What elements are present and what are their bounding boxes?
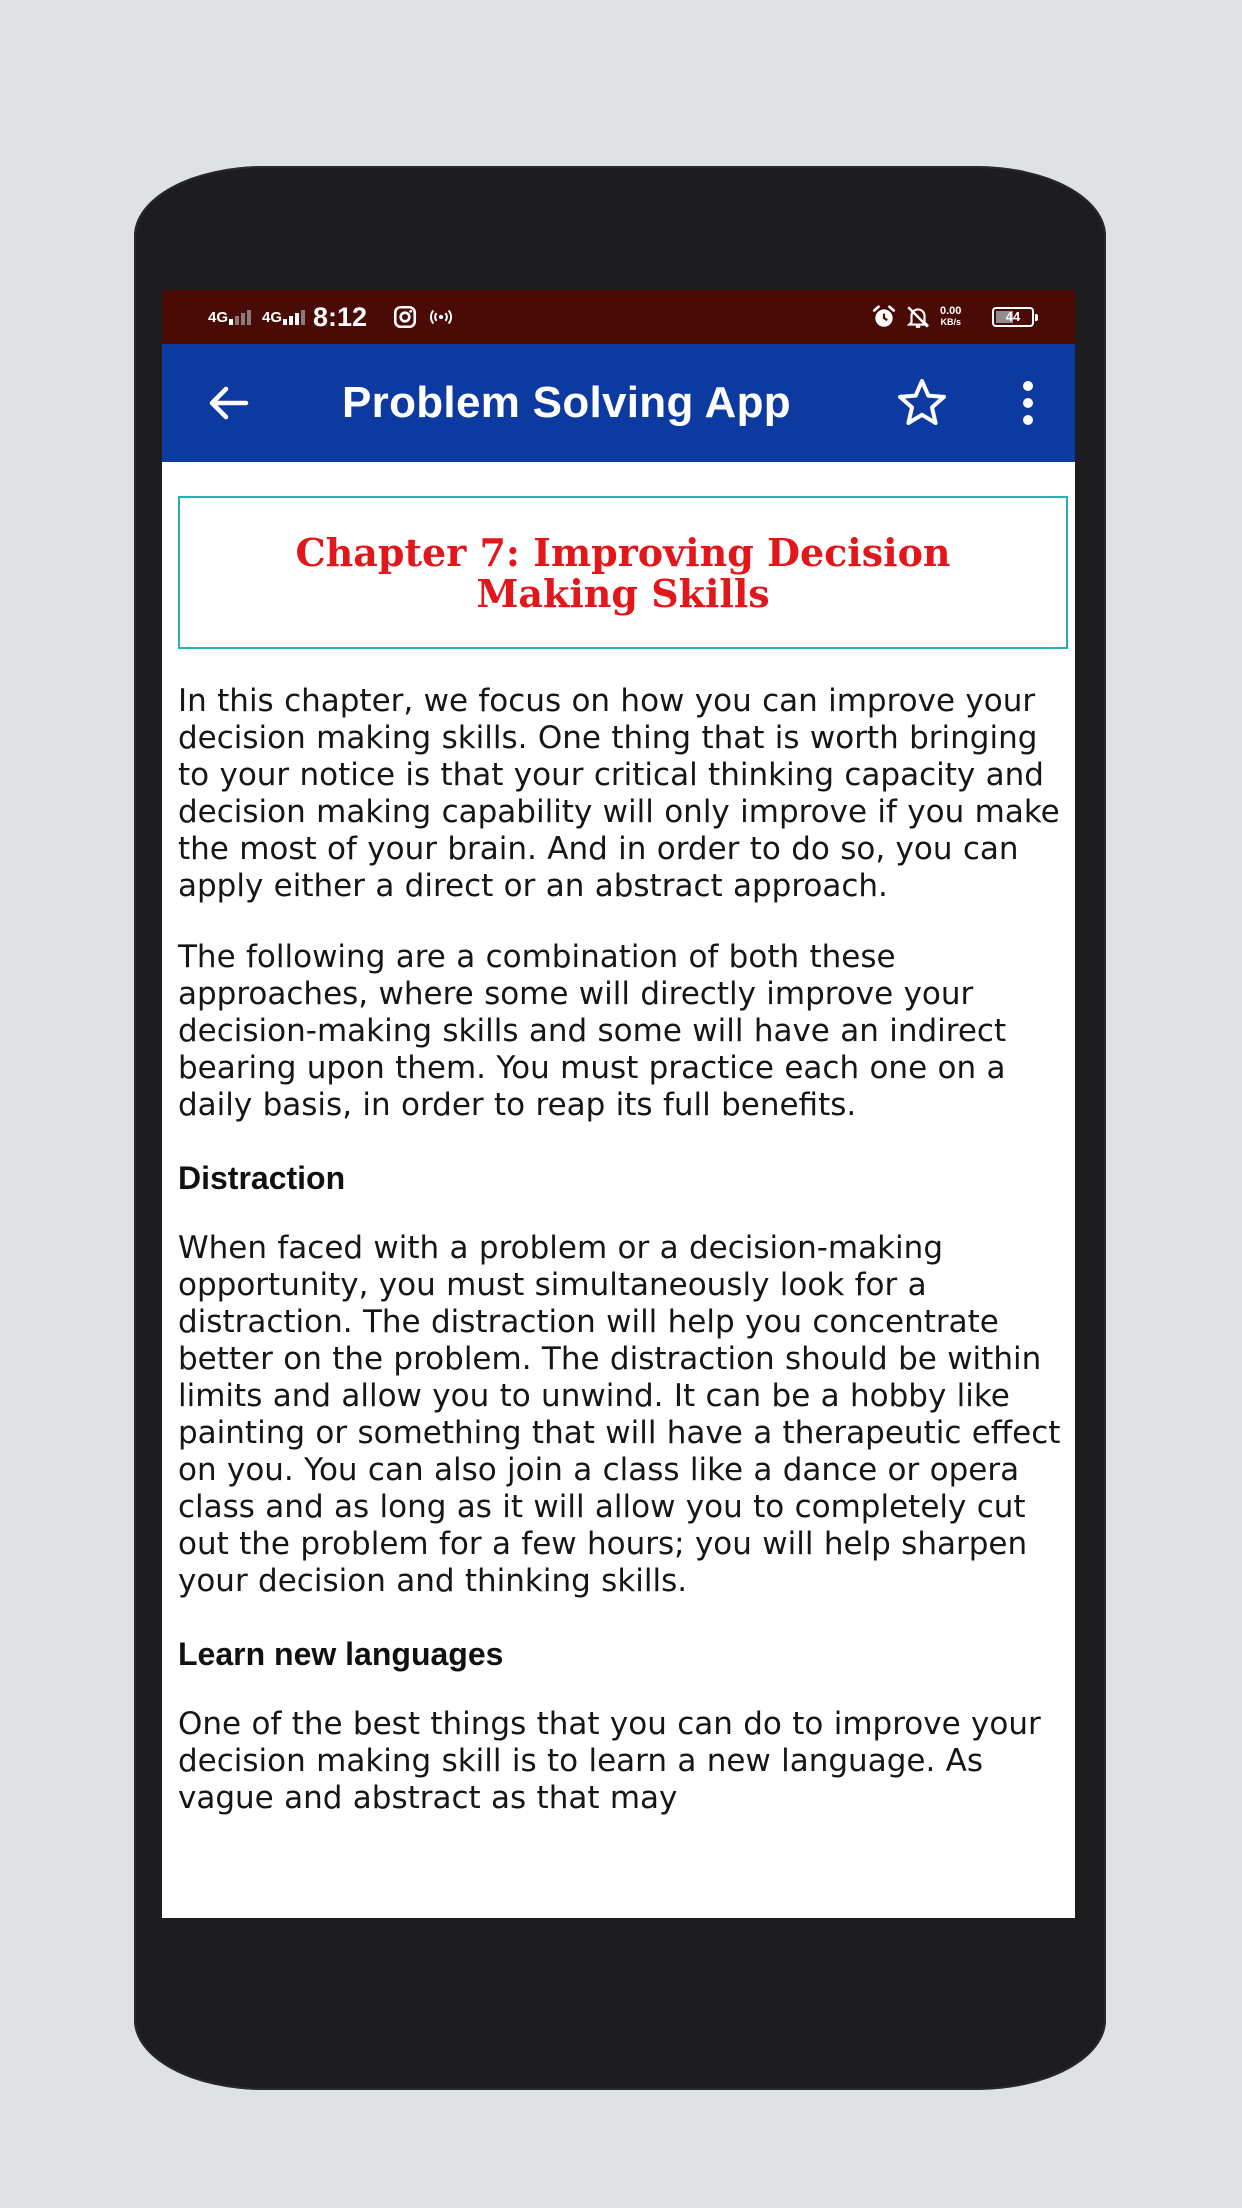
section-heading-distraction: Distraction (178, 1160, 346, 1196)
app-title: Problem Solving App (342, 378, 791, 427)
hotspot-icon (428, 290, 454, 344)
clock (313, 290, 367, 344)
intro-paragraph: In this chapter, we focus on how you can improve your decision making skills. One thing that is worth bringing to your notice is that your critical thinking capacity and decision making capability will only improve if you make the most of your brain. And in order to do so, you can apply either a direct or an abstract approach. (178, 683, 1060, 904)
network-type-label: 4G (208, 308, 229, 326)
battery-icon (992, 290, 1034, 344)
second-paragraph: The following are a combination of both these approaches, where some will directly improve your decision-making skills and some will have an indirect bearing upon them. You must practice each one on a daily basis, in order to reap its full benefits. (178, 939, 1007, 1123)
network-indicator-2 (262, 290, 307, 344)
network-speed-unit: KB/s (940, 317, 961, 327)
battery-level: 44 (1005, 309, 1021, 324)
more-vert-icon[interactable] (1020, 380, 1036, 426)
signal-icon (229, 310, 253, 325)
app-bar (162, 344, 1075, 462)
instagram-icon (392, 290, 418, 344)
network-type-label: 4G (262, 308, 283, 326)
section-body-distraction: When faced with a problem or a decision-making opportunity, you must simultaneously look for a distraction. The distraction will help you concentrate better on the problem. The distraction should be within limits and allow you to unwind. It can be a hobby like painting or something that will have a therapeutic effect on you. You can also join a class like a dance or opera class and as long as it will allow you to completely cut out the problem for a few hours; you will help sharpen your decision and thinking skills. (178, 1230, 1061, 1599)
alarm-icon (871, 290, 897, 344)
article-content (178, 496, 1071, 1817)
chapter-title-box (178, 496, 1068, 649)
chapter-title: Chapter 7: Improving Decision Making Skills (295, 529, 951, 616)
network-speed (940, 290, 961, 344)
phone-screen (162, 290, 1075, 1918)
star-icon[interactable] (895, 376, 949, 430)
status-time: 8:12 (313, 301, 368, 332)
status-bar (162, 290, 1075, 344)
mute-icon (905, 290, 931, 344)
section-body-learn-new-languages: One of the best things that you can do to improve your decision making skill is to learn a new language. As vague and abstract as that may (178, 1706, 1041, 1816)
network-indicator-1 (208, 290, 253, 344)
back-arrow-icon[interactable] (204, 379, 252, 427)
section-heading-learn-new-languages: Learn new languages (178, 1636, 504, 1672)
signal-icon (283, 310, 307, 325)
network-speed-value: 0.00 (940, 305, 962, 317)
